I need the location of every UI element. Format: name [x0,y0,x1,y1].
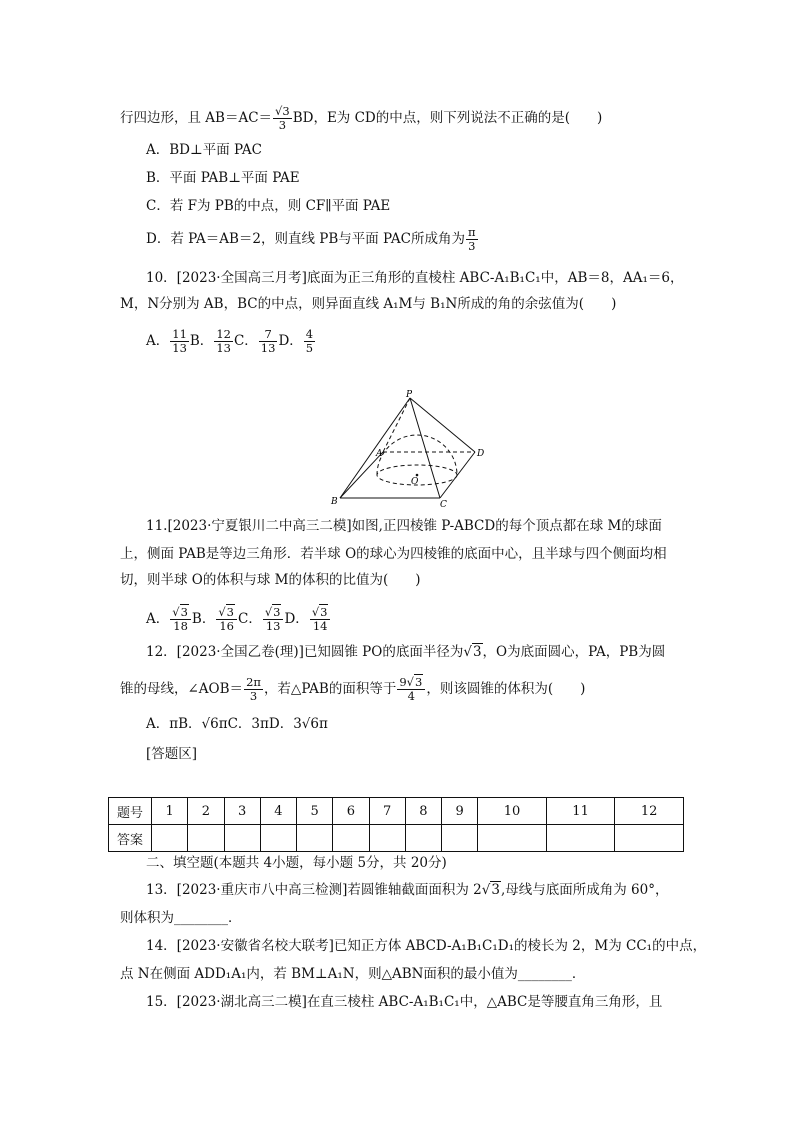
label-A: A [376,449,383,459]
answer-cell[interactable] [546,825,615,852]
q9-option-a: A．BD⊥平面 PAC [146,142,262,158]
q11-line1: 11.[2023·宁夏银川二中高三二模]如图,正四棱锥 P-ABCD的每个顶点都在球 M的球面 [146,518,662,534]
q11-line3: 切，则半球 O的体积与球 M的体积的比值为( ) [120,572,421,588]
answer-cell[interactable] [260,825,296,852]
question-number: 7 [369,798,405,825]
answer-cell[interactable] [405,825,441,852]
hemisphere-arc [377,435,457,475]
answer-cell[interactable] [333,825,369,852]
q9-option-c: C．若 F为 PB的中点，则 CF∥平面 PAE [146,198,391,214]
question-number: 11 [546,798,615,825]
q12-line1: 12．[2023·全国乙卷(理)]已知圆锥 PO的底面半径为√3，O为底面圆心，PA，PB为圆 [146,644,666,660]
q13-line1: 13．[2023·重庆市八中高三检测]若圆锥轴截面面积为 2√3,母线与底面所成角为 60°， [146,882,669,898]
q12-options: A．πB．√6πC．3πD．3√6π [146,716,328,732]
label-P: P [406,390,413,400]
question-number: 5 [297,798,333,825]
answer-table-number-row [109,798,684,825]
q14-line1: 14．[2023·安徽省名校大联考]已知正方体 ABCD-A₁B₁C₁D₁的棱长为 2，M为 CC₁的中点， [146,938,707,954]
q9-fraction: $\frac{√3}{3}$ [275,104,290,132]
question-number: 8 [405,798,441,825]
q10-option-a: $\frac{11}{13}$ [172,327,187,355]
q13-line2: 则体积为________． [120,910,242,926]
label-B: B [331,497,338,507]
q10-option-d: $\frac{4}{5}$ [305,327,314,355]
question-number: 1 [152,798,188,825]
answer-area-label: [答题区] [146,746,198,762]
answer-table [108,797,684,852]
row-header-number: 题号 [109,798,152,825]
question-number: 9 [442,798,478,825]
q11-options: A． $\frac{√3}{18}$ B． $\frac{√3}{16}$ C． $\frac{√3}{13}$ D． $\frac{√3}{14}$ [146,606,331,633]
q9-option-b: B．平面 PAB⊥平面 PAE [146,170,300,186]
answer-cell[interactable] [442,825,478,852]
answer-cell[interactable] [369,825,405,852]
answer-cell[interactable] [615,825,684,852]
q11-line2: 上，侧面 PAB是等边三角形．若半球 O的球心为四棱锥的底面中心，且半球与四个侧面均相 [120,546,667,562]
question-number: 4 [260,798,296,825]
answer-cell[interactable] [152,825,188,852]
question-number: 2 [188,798,224,825]
label-D: D [477,449,485,459]
q10-line2: M，N分别为 AB，BC的中点，则异面直线 A₁M与 B₁N所成的角的余弦值为( ) [120,296,617,312]
q11-option-a: $\frac{√3}{18}$ [170,606,191,633]
question-number: 10 [478,798,547,825]
section-title-fill-in: 二、填空题(本题共 4小题，每小题 5分，共 20分) [146,855,447,871]
edge-PD [410,398,475,452]
answer-table-answer-row [109,825,684,852]
label-C: C [440,500,447,510]
answer-cell[interactable] [478,825,547,852]
q15-line1: 15．[2023·湖北高三二模]在直三棱柱 ABC-A₁B₁C₁中，△ABC是等腰直角三角形，且 [146,994,663,1010]
question-number: 12 [615,798,684,825]
q11-option-d: $\frac{√3}{14}$ [310,606,331,633]
answer-cell[interactable] [224,825,260,852]
center-point-O [416,474,419,477]
answer-cell[interactable] [188,825,224,852]
answer-cell[interactable] [297,825,333,852]
pyramid-figure [330,390,500,510]
row-header-answer: 答案 [109,825,152,852]
q9-stem: 行四边形，且 AB＝AC＝ $\frac{√3}{3}$ BD，E为 CD的中点，则下列说法不正确的是( ) [120,104,603,132]
edge-PA [383,398,410,452]
q9-option-d-fraction: $\frac{\pi}{3}$ [467,225,476,253]
q12-area-fraction: $\frac{9√3}{4}$ [397,676,425,703]
q10-option-b: $\frac{12}{13}$ [216,327,231,355]
question-number: 3 [224,798,260,825]
label-O: O [411,477,419,487]
q11-option-b: $\frac{√3}{16}$ [216,606,237,633]
q10-options: A． $\frac{11}{13}$ B． $\frac{12}{13}$ C． $\frac{7}{13}$ D． $\frac{4}{5}$ [146,327,314,355]
edge-PB [340,398,410,498]
q12-line2: 锥的母线，∠AOB＝ $\frac{2\pi}{3}$ ，若△PAB的面积等于 $\frac{9√3}{4}$ ，则该圆锥的体积为( ) [120,675,586,703]
q14-line2: 点 N在侧面 ADD₁A₁内，若 BM⊥A₁N，则△ABN面积的最小值为________． [120,966,586,982]
q11-option-c: $\frac{√3}{13}$ [263,606,284,633]
q12-angle-fraction: $\frac{2\pi}{3}$ [246,675,261,703]
q10-line1: 10．[2023·全国高三月考]底面为正三角形的直棱柱 ABC-A₁B₁C₁中，AB＝8，AA₁＝6， [146,270,684,286]
question-number: 6 [333,798,369,825]
q10-option-c: $\frac{7}{13}$ [260,327,276,355]
q9-option-d: D．若 PA＝AB＝2，则直线 PB与平面 PAC所成角为 $\frac{\pi}{3}$ [146,225,476,253]
